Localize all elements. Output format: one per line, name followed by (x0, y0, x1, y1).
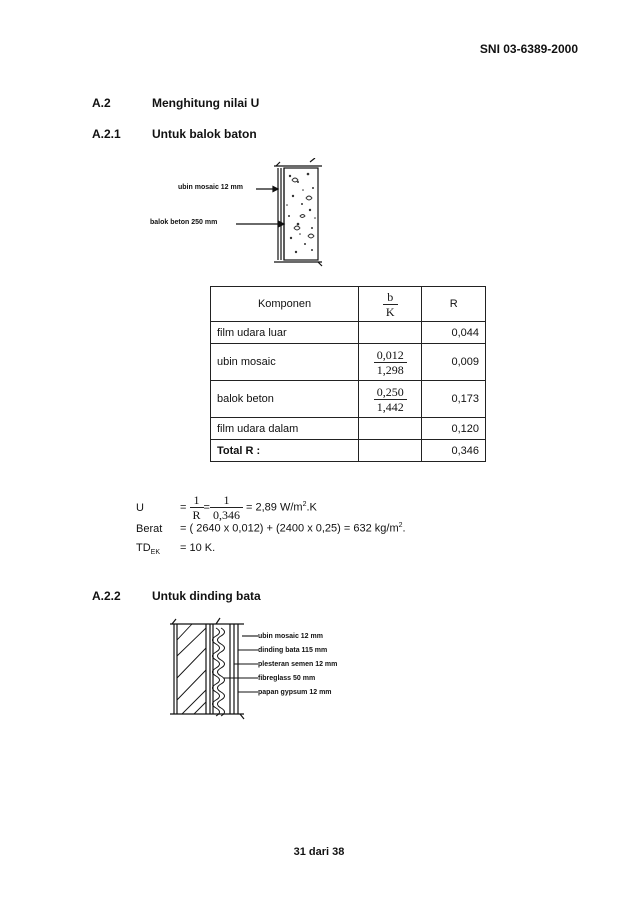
figure2-label-plaster: plesteran semen 12 mm (258, 661, 338, 668)
header-r: R (422, 287, 486, 322)
td-line (136, 542, 215, 556)
u-f1-num: 1 (190, 493, 204, 508)
figure1-label-beam: balok beton 250 mm (150, 219, 218, 226)
row-r: 0,173 (422, 381, 486, 418)
row-bk-num: 0,250 (374, 385, 407, 400)
figure2-label-brick: dinding bata 115 mm (258, 647, 328, 654)
row-component: ubin mosaic (211, 344, 359, 381)
brick-wall-section-figure (168, 616, 258, 720)
u-result: = 2,89 W/m (246, 501, 303, 514)
document-code: SNI 03-6389-2000 (479, 42, 578, 56)
td-sub: EK (150, 549, 161, 557)
beam-section-figure (150, 158, 340, 270)
total-r: 0,346 (422, 440, 486, 462)
section-number: A.2 (92, 96, 111, 110)
table-row (211, 322, 486, 344)
u-f2-num: 1 (210, 493, 243, 508)
total-label: Total R : (211, 440, 359, 462)
row-bk (359, 418, 422, 440)
header-bk (359, 287, 422, 322)
figure1-label-mosaic: ubin mosaic 12 mm (178, 184, 243, 191)
u-unit-sup: 2 (302, 501, 307, 508)
subsection-title: Untuk dinding bata (152, 589, 261, 603)
u-formula (136, 488, 317, 525)
berat-sup: 2 (398, 522, 403, 529)
td-label-wrap (136, 542, 180, 556)
row-r: 0,120 (422, 418, 486, 440)
header-component: Komponen (211, 287, 359, 322)
row-component: film udara dalam (211, 418, 359, 440)
table-total-row (211, 440, 486, 462)
table-row (211, 344, 486, 381)
u-equals: = (180, 501, 187, 514)
row-r: 0,009 (422, 344, 486, 381)
row-component: film udara luar (211, 322, 359, 344)
row-bk (359, 381, 422, 418)
row-bk (359, 440, 422, 462)
row-bk-den: 1,442 (376, 399, 404, 414)
u-equals-2: = (203, 501, 210, 514)
u-label: U (136, 501, 144, 514)
td-label: TD (136, 542, 151, 554)
berat-label: Berat (136, 522, 163, 535)
row-bk (359, 344, 422, 381)
berat-value: = ( 2640 x 0,012) + (2400 x 0,25) = 632 kg/m (180, 522, 399, 535)
u-fraction-1 (190, 493, 204, 522)
td-value: = 10 K. (180, 542, 216, 554)
header-bk-den: K (385, 304, 395, 319)
figure2-label-fibreglass: fibreglass 50 mm (258, 675, 316, 682)
row-bk-num: 0,012 (374, 348, 407, 363)
header-bk-num: b (383, 290, 398, 305)
r-value-table (210, 286, 486, 462)
row-bk-den: 1,298 (376, 362, 404, 377)
figure2-label-mosaic: ubin mosaic 12 mm (258, 633, 323, 640)
table-row (211, 381, 486, 418)
page-number: 31 dari 38 (293, 846, 345, 858)
table-row (211, 418, 486, 440)
subsection-title: Untuk balok baton (152, 127, 257, 141)
berat-tail: . (402, 522, 406, 535)
figure2-label-gypsum: papan gypsum 12 mm (258, 689, 332, 696)
row-component: balok beton (211, 381, 359, 418)
row-r: 0,044 (422, 322, 486, 344)
u-fraction-2 (210, 493, 243, 522)
section-title: Menghitung nilai U (152, 96, 260, 110)
u-unit-tail: .K (306, 501, 317, 514)
u-f1-den: R (192, 508, 201, 523)
subsection-number: A.2.1 (92, 127, 121, 141)
row-bk (359, 322, 422, 344)
berat-line (136, 522, 406, 535)
subsection-number: A.2.2 (92, 589, 121, 603)
u-f2-den: 0,346 (212, 508, 240, 523)
table-header-row (211, 287, 486, 322)
